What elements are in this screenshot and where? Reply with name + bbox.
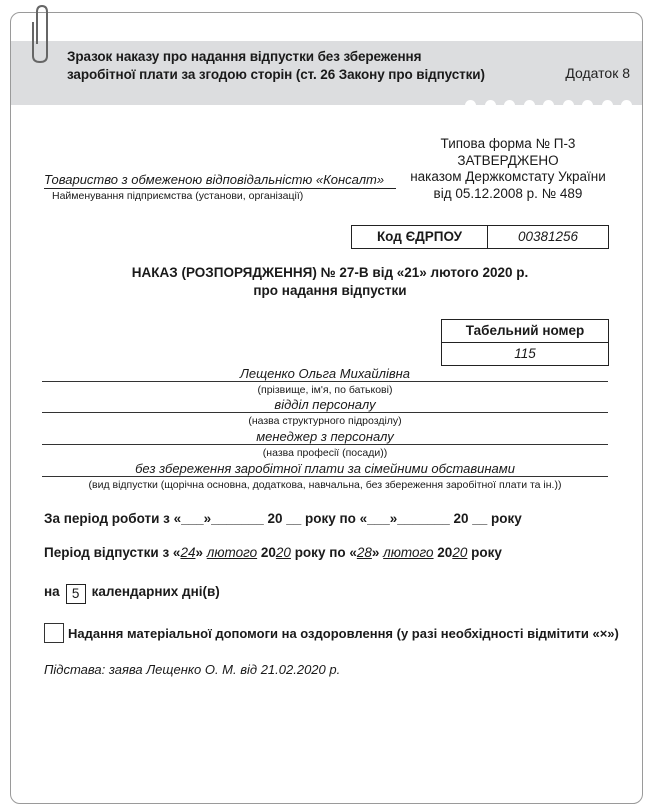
leave-type-field[interactable]: без збереження заробітної плати за сімейними обставинами	[42, 461, 608, 477]
document-title	[67, 48, 485, 83]
text: »	[195, 545, 207, 560]
text: 20	[433, 545, 453, 560]
title-line-1: Зразок наказу про надання відпустки без збереження	[67, 49, 422, 64]
order-title: НАКАЗ (РОЗПОРЯДЖЕННЯ) № 27-В від «21» лютого 2020 р.	[131, 265, 529, 280]
edrpou-table	[351, 225, 609, 249]
text: Період відпустки з «	[44, 545, 181, 560]
appendix-label: Додаток 8	[565, 65, 630, 81]
leave-to-day[interactable]: 28	[356, 545, 372, 560]
leave-from-month[interactable]: лютого	[206, 545, 258, 560]
department-field[interactable]: відділ персоналу	[42, 397, 608, 413]
material-aid-label: Надання матеріальної допомоги на оздоровлення (у разі необхідності відмітити «×»)	[68, 626, 619, 641]
approved-by: наказом Держкомстату України	[410, 169, 606, 184]
order-heading	[60, 264, 600, 300]
personnel-number-table	[441, 319, 609, 366]
edrpou-label: Код ЄДРПОУ	[352, 226, 488, 248]
leave-to-year[interactable]: 20	[452, 545, 468, 560]
form-number: Типова форма № П-3	[440, 136, 576, 151]
company-caption: Найменування підприємства (установи, організації)	[52, 190, 304, 202]
title-line-2: заробітної плати за згодою сторін (ст. 26 Закону про відпустки)	[67, 66, 485, 82]
leave-period-line	[44, 545, 502, 560]
personnel-number-value[interactable]: 115	[514, 346, 536, 361]
leave-from-year[interactable]: 20	[275, 545, 291, 560]
header-band	[11, 41, 642, 105]
leave-to-month[interactable]: лютого	[383, 545, 434, 560]
employee-name-caption: (прізвище, ім'я, по батькові)	[257, 384, 393, 396]
decorative-dots	[465, 100, 632, 111]
days-suffix: календарних дні(в)	[91, 584, 220, 599]
work-period-line[interactable]: За період роботи з «___»_______ 20 __ року по «___»_______ 20 __ року	[44, 511, 522, 526]
position-field[interactable]: менеджер з персоналу	[42, 429, 608, 445]
days-count-box[interactable]: 5	[66, 584, 86, 604]
basis-text: Підстава: заява Лещенко О. М. від 21.02.2020 р.	[44, 662, 341, 677]
text: 20	[257, 545, 276, 560]
paperclip-icon	[29, 4, 51, 64]
approved-label: ЗАТВЕРДЖЕНО	[457, 152, 559, 168]
days-line	[44, 584, 220, 604]
leave-from-day[interactable]: 24	[180, 545, 196, 560]
position-caption: (назва професії (посади))	[262, 447, 388, 459]
form-approval-block	[398, 136, 618, 202]
order-subtitle: про надання відпустки	[253, 283, 407, 298]
days-prefix: на	[44, 584, 60, 599]
company-name-field[interactable]: Товариство з обмеженою відповідальністю «Консалт»	[44, 172, 396, 189]
employee-name-field[interactable]: Лещенко Ольга Михайлівна	[42, 366, 608, 382]
material-aid-checkbox[interactable]	[44, 623, 64, 643]
leave-type-caption: (вид відпустки (щорічна основна, додаткова, навчальна, без збереження заробітної плати та ін.))	[88, 479, 562, 491]
text: року по «	[290, 545, 357, 560]
approval-date: від 05.12.2008 р. № 489	[433, 185, 583, 201]
personnel-number-label: Табельний номер	[442, 320, 608, 343]
text: року	[467, 545, 502, 560]
edrpou-value[interactable]: 00381256	[517, 229, 579, 244]
text: »	[371, 545, 384, 560]
department-caption: (назва структурного підрозділу)	[248, 415, 402, 427]
